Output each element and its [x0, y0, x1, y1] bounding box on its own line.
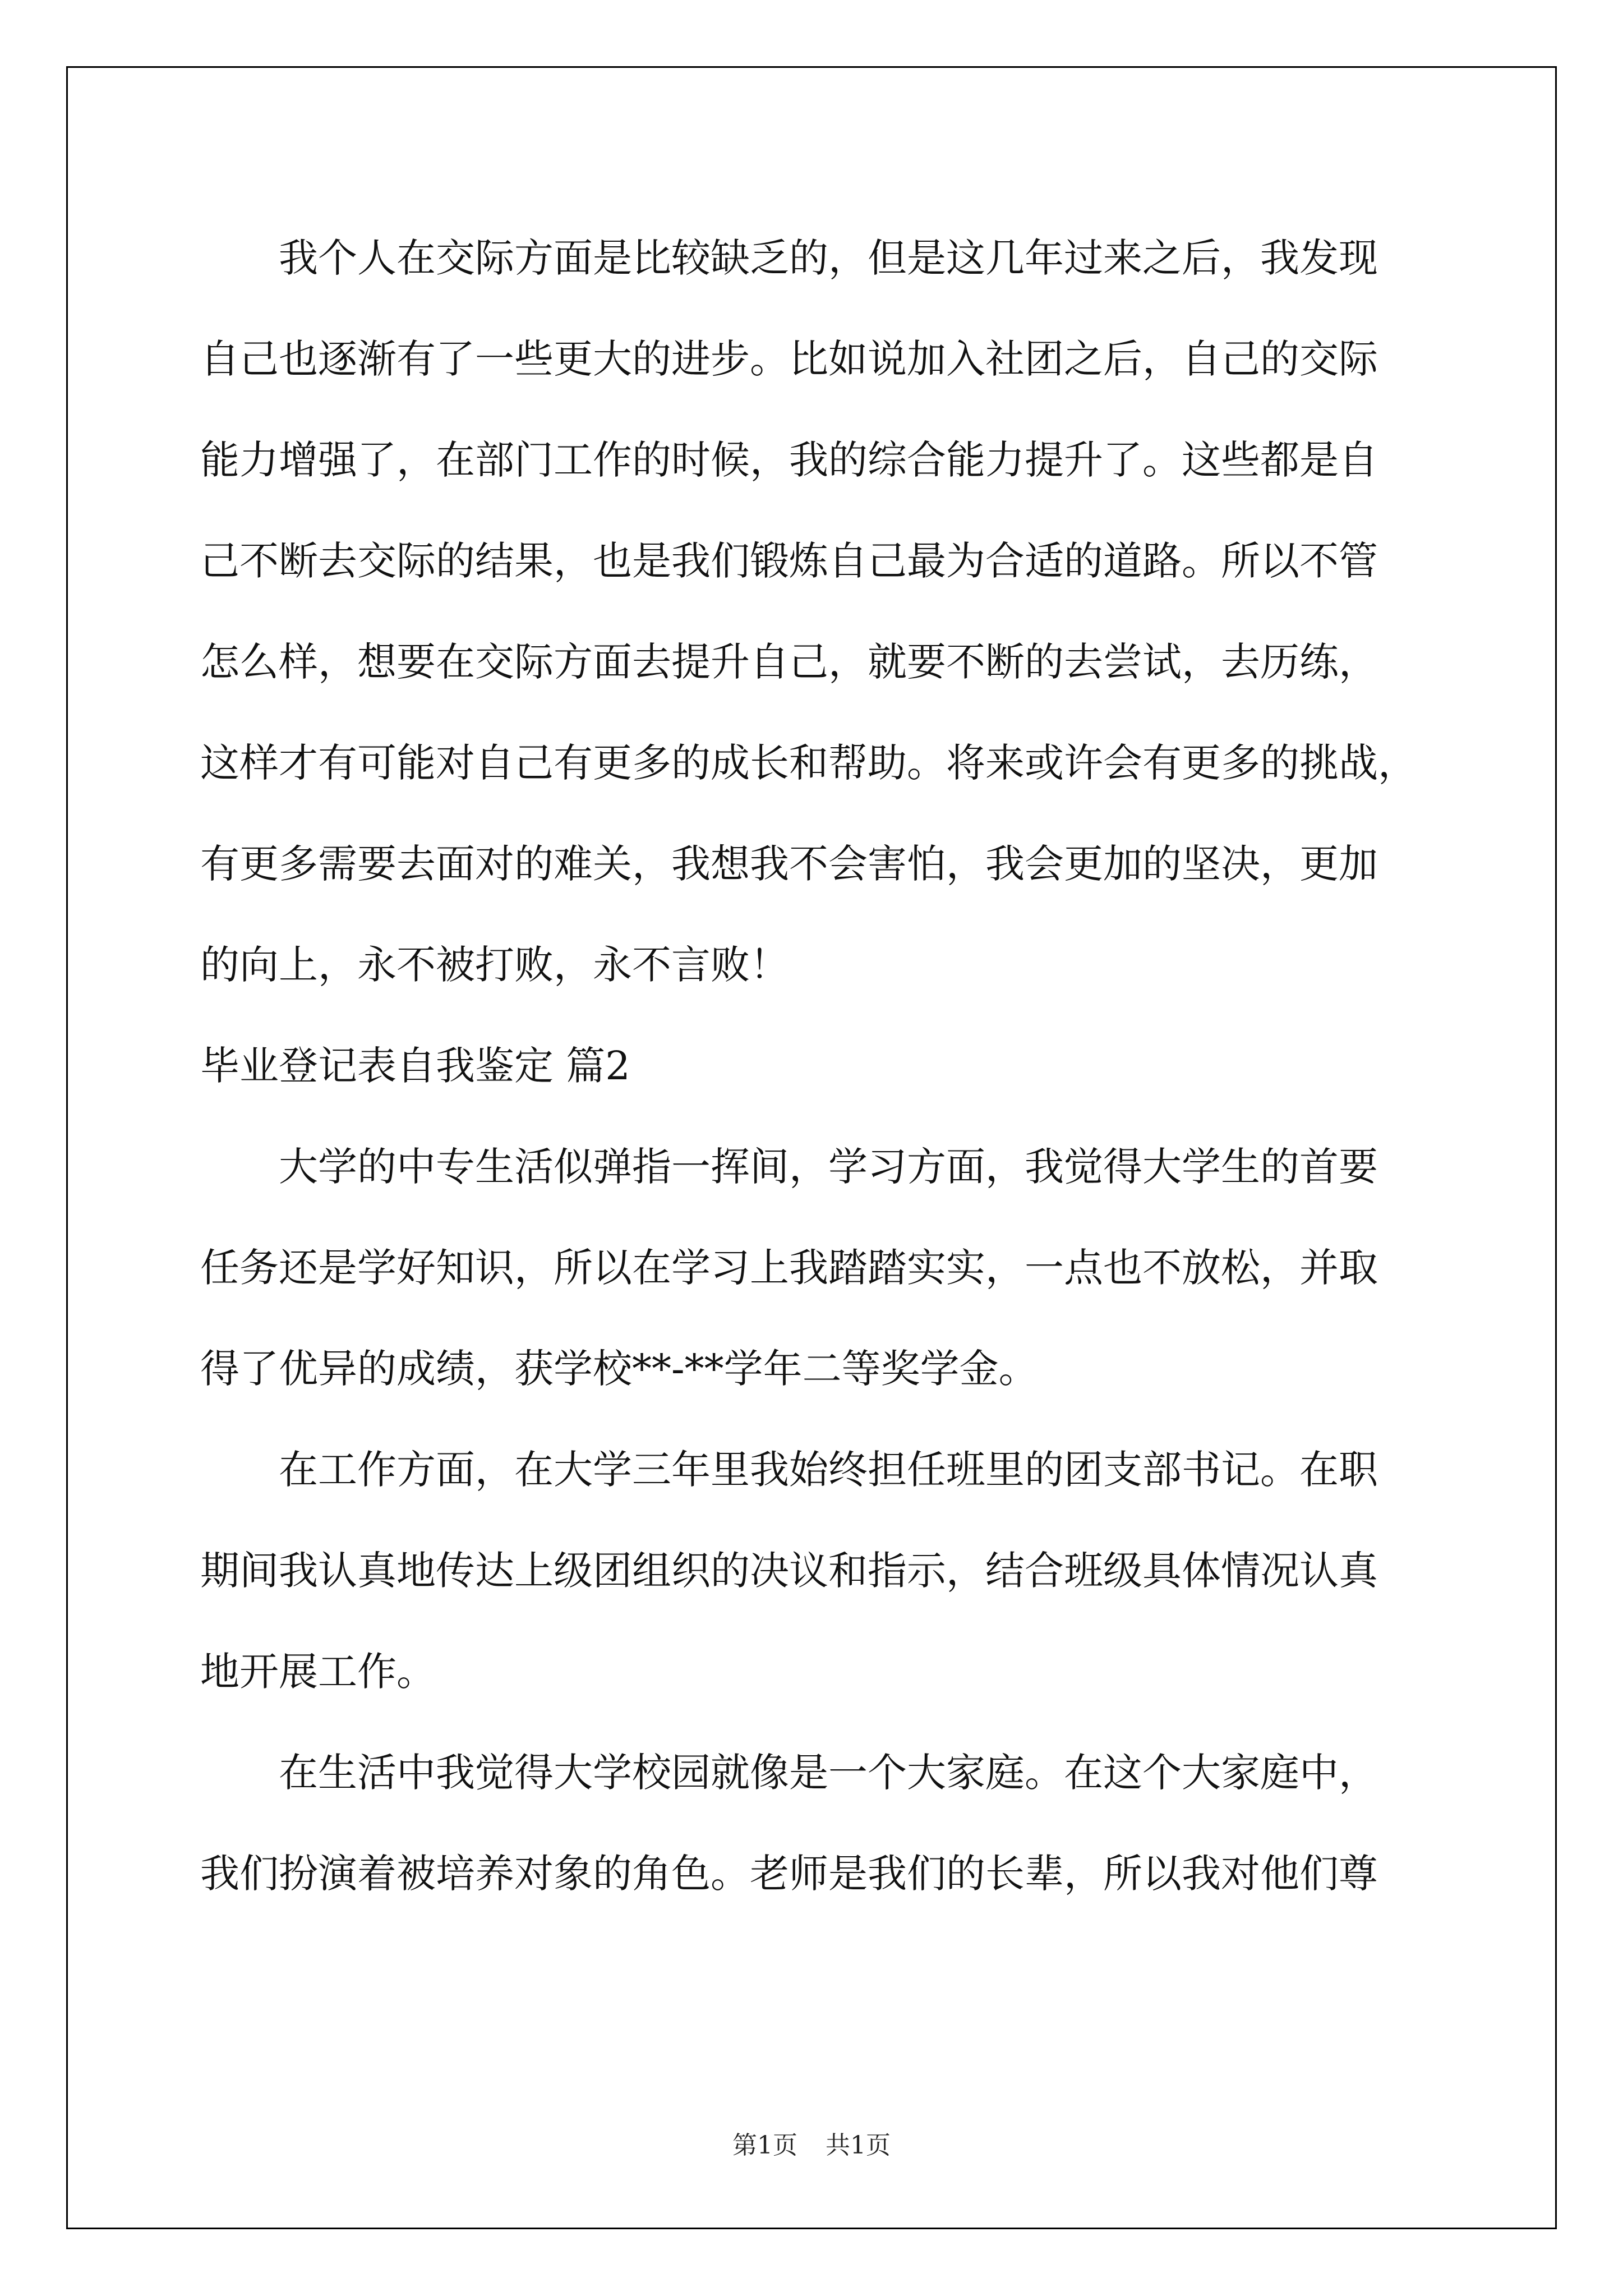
text-line: 能力增强了，在部门工作的时候，我的综合能力提升了。这些都是自 [200, 437, 1378, 483]
text-line: 任务还是学好知识，所以在学习上我踏踏实实，一点也不放松，并取 [200, 1245, 1378, 1291]
page-number-total: 共1页 [826, 2131, 891, 2160]
text-line: 在生活中我觉得大学校园就像是一个大家庭。在这个大家庭中， [279, 1750, 1378, 1796]
text-line: 地开展工作。 [200, 1649, 436, 1695]
text-line: 在工作方面，在大学三年里我始终担任班里的团支部书记。在职 [279, 1447, 1378, 1493]
text-line: 我个人在交际方面是比较缺乏的，但是这几年过来之后，我发现 [279, 235, 1378, 281]
page-footer [0, 2125, 1623, 2161]
text-line: 怎么样，想要在交际方面去提升自己，就要不断的去尝试，去历练， [200, 639, 1378, 685]
text-line: 得了优异的成绩，获学校**-**学年二等奖学金。 [200, 1346, 1038, 1392]
text-line: 期间我认真地传达上级团组织的决议和指示，结合班级具体情况认真 [200, 1548, 1378, 1594]
text-line: 己不断去交际的结果，也是我们锻炼自己最为合适的道路。所以不管 [200, 538, 1378, 584]
paragraph-3 [200, 1419, 1434, 1722]
paragraph-1 [200, 208, 1434, 1015]
text-line: 的向上，永不被打败，永不言败！ [200, 942, 789, 988]
text-line: 我们扮演着被培养对象的角色。老师是我们的长辈，所以我对他们尊 [200, 1851, 1378, 1897]
paragraph-2 [200, 1116, 1434, 1419]
text-line: 大学的中专生活似弹指一挥间，学习方面，我觉得大学生的首要 [279, 1144, 1378, 1190]
document-body [200, 208, 1434, 1924]
section-heading: 毕业登记表自我鉴定 篇2 [200, 1043, 630, 1089]
page-number-current: 第1页 [732, 2131, 797, 2160]
paragraph-4 [200, 1722, 1434, 1924]
text-line: 自己也逐渐有了一些更大的进步。比如说加入社团之后，自己的交际 [200, 336, 1378, 382]
text-line: 有更多需要去面对的难关，我想我不会害怕，我会更加的坚决，更加 [200, 841, 1378, 887]
text-line: 这样才有可能对自己有更多的成长和帮助。将来或许会有更多的挑战， [200, 740, 1417, 786]
